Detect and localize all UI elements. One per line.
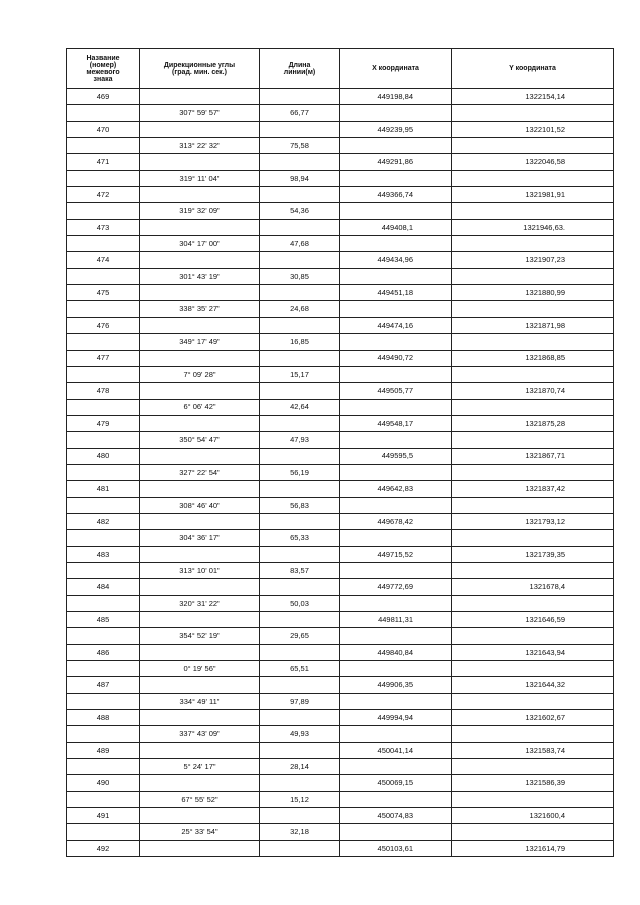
cell-y-coordinate (452, 530, 614, 546)
cell-y-coordinate (452, 726, 614, 742)
cell-line-length: 66,77 (260, 105, 340, 121)
cell-y-coordinate (452, 399, 614, 415)
cell-x-coordinate: 449451,18 (340, 285, 452, 301)
segment-row (67, 595, 614, 611)
cell-x-coordinate: 449715,52 (340, 546, 452, 562)
cell-x-coordinate: 449906,35 (340, 677, 452, 693)
cell-x-coordinate (340, 170, 452, 186)
cell-y-coordinate (452, 105, 614, 121)
header-name: Название (номер) межевого знака (67, 49, 140, 89)
cell-point-number: 481 (67, 481, 140, 497)
cell-line-length: 28,14 (260, 759, 340, 775)
segment-row (67, 399, 614, 415)
cell-line-length (260, 383, 340, 399)
cell-line-length: 50,03 (260, 595, 340, 611)
cell-direction-angle (140, 154, 260, 170)
cell-line-length: 97,89 (260, 693, 340, 709)
cell-point-number (67, 661, 140, 677)
segment-row (67, 301, 614, 317)
cell-y-coordinate: 1321870,74 (452, 383, 614, 399)
cell-y-coordinate (452, 562, 614, 578)
cell-y-coordinate: 1321867,71 (452, 448, 614, 464)
cell-line-length (260, 677, 340, 693)
cell-y-coordinate: 1321875,28 (452, 415, 614, 431)
cell-line-length: 15,12 (260, 791, 340, 807)
cell-line-length (260, 710, 340, 726)
cell-direction-angle (140, 317, 260, 333)
cell-direction-angle (140, 448, 260, 464)
cell-point-number: 479 (67, 415, 140, 431)
cell-point-number: 485 (67, 612, 140, 628)
cell-point-number (67, 105, 140, 121)
cell-line-length (260, 579, 340, 595)
cell-x-coordinate (340, 562, 452, 578)
cell-direction-angle: 313° 22' 32" (140, 138, 260, 154)
point-row (67, 710, 614, 726)
cell-x-coordinate: 449811,31 (340, 612, 452, 628)
cell-direction-angle (140, 415, 260, 431)
point-row (67, 677, 614, 693)
cell-line-length: 42,64 (260, 399, 340, 415)
cell-point-number (67, 236, 140, 252)
cell-direction-angle (140, 808, 260, 824)
cell-x-coordinate: 450069,15 (340, 775, 452, 791)
header-length: Длина линии(м) (260, 49, 340, 89)
cell-point-number (67, 726, 140, 742)
cell-y-coordinate (452, 628, 614, 644)
coordinates-table (66, 48, 614, 857)
cell-y-coordinate: 1321871,98 (452, 317, 614, 333)
cell-line-length (260, 415, 340, 431)
cell-line-length: 75,58 (260, 138, 340, 154)
cell-point-number (67, 268, 140, 284)
cell-direction-angle (140, 121, 260, 137)
cell-y-coordinate (452, 138, 614, 154)
cell-y-coordinate (452, 334, 614, 350)
cell-direction-angle (140, 252, 260, 268)
cell-x-coordinate (340, 791, 452, 807)
cell-x-coordinate (340, 628, 452, 644)
cell-direction-angle: 25° 33' 54" (140, 824, 260, 840)
cell-line-length (260, 89, 340, 105)
cell-y-coordinate (452, 203, 614, 219)
cell-y-coordinate: 1321739,35 (452, 546, 614, 562)
cell-point-number: 482 (67, 513, 140, 529)
cell-x-coordinate: 449994,94 (340, 710, 452, 726)
cell-y-coordinate: 1321678,4 (452, 579, 614, 595)
cell-point-number (67, 301, 140, 317)
cell-direction-angle: 301° 43' 19" (140, 268, 260, 284)
cell-direction-angle: 308° 46' 40" (140, 497, 260, 513)
cell-direction-angle: 320° 31' 22" (140, 595, 260, 611)
cell-point-number (67, 530, 140, 546)
cell-direction-angle (140, 383, 260, 399)
cell-line-length: 15,17 (260, 366, 340, 382)
cell-y-coordinate: 1322154,14 (452, 89, 614, 105)
cell-y-coordinate (452, 464, 614, 480)
cell-line-length: 49,93 (260, 726, 340, 742)
cell-line-length: 29,65 (260, 628, 340, 644)
cell-y-coordinate: 1321907,23 (452, 252, 614, 268)
cell-point-number: 480 (67, 448, 140, 464)
cell-line-length (260, 742, 340, 758)
cell-x-coordinate (340, 824, 452, 840)
segment-row (67, 334, 614, 350)
cell-y-coordinate (452, 432, 614, 448)
cell-y-coordinate (452, 824, 614, 840)
cell-x-coordinate: 450103,61 (340, 840, 452, 856)
cell-line-length: 47,93 (260, 432, 340, 448)
cell-x-coordinate: 449595,5 (340, 448, 452, 464)
cell-line-length: 65,33 (260, 530, 340, 546)
cell-point-number (67, 759, 140, 775)
cell-line-length (260, 187, 340, 203)
cell-direction-angle (140, 187, 260, 203)
cell-line-length: 83,57 (260, 562, 340, 578)
cell-direction-angle (140, 775, 260, 791)
segment-row (67, 693, 614, 709)
cell-x-coordinate (340, 138, 452, 154)
cell-point-number: 471 (67, 154, 140, 170)
cell-point-number (67, 791, 140, 807)
cell-y-coordinate (452, 301, 614, 317)
cell-direction-angle (140, 546, 260, 562)
cell-line-length: 30,85 (260, 268, 340, 284)
segment-row (67, 105, 614, 121)
cell-line-length: 24,68 (260, 301, 340, 317)
table-header-row (67, 49, 614, 89)
point-row (67, 579, 614, 595)
cell-y-coordinate: 1322101,52 (452, 121, 614, 137)
cell-point-number: 489 (67, 742, 140, 758)
cell-y-coordinate (452, 595, 614, 611)
point-row (67, 383, 614, 399)
cell-x-coordinate: 449239,95 (340, 121, 452, 137)
cell-direction-angle: 5° 24' 17" (140, 759, 260, 775)
cell-line-length (260, 219, 340, 235)
cell-x-coordinate (340, 432, 452, 448)
cell-line-length (260, 644, 340, 660)
cell-x-coordinate: 449291,86 (340, 154, 452, 170)
cell-line-length (260, 252, 340, 268)
cell-y-coordinate (452, 759, 614, 775)
cell-line-length (260, 154, 340, 170)
cell-x-coordinate (340, 497, 452, 513)
point-row (67, 513, 614, 529)
cell-y-coordinate: 1321643,94 (452, 644, 614, 660)
cell-y-coordinate: 1321583,74 (452, 742, 614, 758)
cell-direction-angle (140, 350, 260, 366)
cell-y-coordinate: 1321600,4 (452, 808, 614, 824)
point-row (67, 350, 614, 366)
cell-line-length (260, 285, 340, 301)
cell-point-number (67, 497, 140, 513)
cell-x-coordinate: 449642,83 (340, 481, 452, 497)
cell-line-length (260, 612, 340, 628)
cell-x-coordinate: 449772,69 (340, 579, 452, 595)
header-x: X координата (340, 49, 452, 89)
segment-row (67, 170, 614, 186)
cell-x-coordinate: 449840,84 (340, 644, 452, 660)
cell-y-coordinate: 1321586,39 (452, 775, 614, 791)
cell-direction-angle (140, 579, 260, 595)
point-row (67, 121, 614, 137)
point-row (67, 285, 614, 301)
cell-point-number (67, 595, 140, 611)
cell-x-coordinate: 449505,77 (340, 383, 452, 399)
cell-x-coordinate (340, 366, 452, 382)
cell-x-coordinate: 449366,74 (340, 187, 452, 203)
cell-point-number: 476 (67, 317, 140, 333)
point-row (67, 612, 614, 628)
cell-line-length (260, 350, 340, 366)
cell-x-coordinate: 449434,96 (340, 252, 452, 268)
cell-line-length (260, 448, 340, 464)
cell-x-coordinate (340, 334, 452, 350)
table-body (67, 89, 614, 857)
cell-y-coordinate: 1321880,99 (452, 285, 614, 301)
cell-y-coordinate (452, 366, 614, 382)
segment-row (67, 791, 614, 807)
point-row (67, 317, 614, 333)
cell-y-coordinate (452, 693, 614, 709)
segment-row (67, 530, 614, 546)
cell-point-number (67, 170, 140, 186)
cell-point-number (67, 203, 140, 219)
cell-direction-angle (140, 513, 260, 529)
cell-point-number (67, 334, 140, 350)
cell-x-coordinate (340, 236, 452, 252)
cell-x-coordinate: 449678,42 (340, 513, 452, 529)
cell-line-length: 56,83 (260, 497, 340, 513)
cell-line-length: 47,68 (260, 236, 340, 252)
cell-y-coordinate: 1321602,67 (452, 710, 614, 726)
cell-y-coordinate (452, 268, 614, 284)
cell-direction-angle: 304° 17' 00" (140, 236, 260, 252)
cell-direction-angle (140, 710, 260, 726)
cell-point-number: 488 (67, 710, 140, 726)
cell-y-coordinate (452, 236, 614, 252)
cell-x-coordinate: 449408,1 (340, 219, 452, 235)
segment-row (67, 464, 614, 480)
segment-row (67, 366, 614, 382)
cell-point-number: 490 (67, 775, 140, 791)
point-row (67, 742, 614, 758)
cell-x-coordinate (340, 301, 452, 317)
cell-direction-angle: 327° 22' 54" (140, 464, 260, 480)
cell-point-number (67, 628, 140, 644)
cell-x-coordinate: 449474,16 (340, 317, 452, 333)
cell-line-length (260, 808, 340, 824)
cell-point-number: 492 (67, 840, 140, 856)
cell-x-coordinate: 449198,84 (340, 89, 452, 105)
point-row (67, 154, 614, 170)
cell-point-number: 475 (67, 285, 140, 301)
segment-row (67, 236, 614, 252)
header-angle: Дирекционные углы (град. мин. сек.) (140, 49, 260, 89)
cell-direction-angle: 349° 17' 49" (140, 334, 260, 350)
point-row (67, 808, 614, 824)
cell-x-coordinate (340, 464, 452, 480)
cell-point-number (67, 138, 140, 154)
cell-line-length (260, 513, 340, 529)
cell-point-number: 478 (67, 383, 140, 399)
cell-y-coordinate: 1321946,63. (452, 219, 614, 235)
cell-x-coordinate (340, 759, 452, 775)
cell-y-coordinate: 1321614,79 (452, 840, 614, 856)
cell-point-number (67, 693, 140, 709)
cell-line-length: 56,19 (260, 464, 340, 480)
cell-y-coordinate (452, 791, 614, 807)
segment-row (67, 726, 614, 742)
cell-line-length: 54,36 (260, 203, 340, 219)
cell-direction-angle: 334° 49' 11" (140, 693, 260, 709)
cell-direction-angle: 307° 59' 57" (140, 105, 260, 121)
point-row (67, 644, 614, 660)
cell-direction-angle: 313° 10' 01" (140, 562, 260, 578)
point-row (67, 89, 614, 105)
cell-x-coordinate (340, 693, 452, 709)
cell-y-coordinate (452, 497, 614, 513)
cell-x-coordinate (340, 595, 452, 611)
cell-point-number: 474 (67, 252, 140, 268)
cell-direction-angle (140, 840, 260, 856)
cell-x-coordinate (340, 399, 452, 415)
cell-line-length (260, 481, 340, 497)
cell-y-coordinate: 1321793,12 (452, 513, 614, 529)
cell-y-coordinate: 1321644,32 (452, 677, 614, 693)
segment-row (67, 432, 614, 448)
cell-direction-angle: 67° 55' 52" (140, 791, 260, 807)
cell-line-length (260, 317, 340, 333)
cell-line-length: 98,94 (260, 170, 340, 186)
cell-direction-angle (140, 644, 260, 660)
cell-x-coordinate: 449490,72 (340, 350, 452, 366)
cell-point-number (67, 366, 140, 382)
cell-point-number: 472 (67, 187, 140, 203)
segment-row (67, 628, 614, 644)
point-row (67, 252, 614, 268)
segment-row (67, 268, 614, 284)
cell-direction-angle (140, 677, 260, 693)
point-row (67, 219, 614, 235)
cell-point-number: 477 (67, 350, 140, 366)
cell-direction-angle: 7° 09' 28" (140, 366, 260, 382)
segment-row (67, 497, 614, 513)
cell-direction-angle (140, 742, 260, 758)
cell-x-coordinate: 450074,83 (340, 808, 452, 824)
cell-x-coordinate (340, 530, 452, 546)
cell-line-length: 65,51 (260, 661, 340, 677)
cell-y-coordinate: 1321981,91 (452, 187, 614, 203)
cell-point-number: 483 (67, 546, 140, 562)
cell-line-length (260, 121, 340, 137)
cell-y-coordinate: 1321868,85 (452, 350, 614, 366)
cell-point-number (67, 399, 140, 415)
cell-x-coordinate (340, 726, 452, 742)
cell-point-number (67, 464, 140, 480)
cell-direction-angle: 319° 11' 04" (140, 170, 260, 186)
cell-point-number: 491 (67, 808, 140, 824)
cell-y-coordinate (452, 661, 614, 677)
cell-direction-angle: 304° 36' 17" (140, 530, 260, 546)
cell-x-coordinate (340, 661, 452, 677)
cell-x-coordinate: 449548,17 (340, 415, 452, 431)
point-row (67, 840, 614, 856)
cell-direction-angle: 6° 06' 42" (140, 399, 260, 415)
cell-direction-angle: 354° 52' 19" (140, 628, 260, 644)
point-row (67, 187, 614, 203)
cell-line-length (260, 546, 340, 562)
cell-x-coordinate (340, 268, 452, 284)
cell-y-coordinate: 1321837,42 (452, 481, 614, 497)
cell-point-number: 470 (67, 121, 140, 137)
segment-row (67, 661, 614, 677)
cell-line-length (260, 840, 340, 856)
cell-y-coordinate: 1322046,58 (452, 154, 614, 170)
point-row (67, 448, 614, 464)
cell-point-number (67, 432, 140, 448)
cell-direction-angle (140, 285, 260, 301)
cell-point-number: 469 (67, 89, 140, 105)
cell-point-number: 487 (67, 677, 140, 693)
cell-line-length: 32,18 (260, 824, 340, 840)
cell-direction-angle (140, 89, 260, 105)
cell-y-coordinate (452, 170, 614, 186)
point-row (67, 775, 614, 791)
cell-direction-angle (140, 612, 260, 628)
header-y: Y координата (452, 49, 614, 89)
cell-point-number: 486 (67, 644, 140, 660)
cell-direction-angle: 350° 54' 47" (140, 432, 260, 448)
segment-row (67, 138, 614, 154)
segment-row (67, 759, 614, 775)
coordinates-sheet (66, 48, 613, 857)
cell-point-number: 484 (67, 579, 140, 595)
point-row (67, 481, 614, 497)
cell-point-number: 473 (67, 219, 140, 235)
cell-direction-angle: 337° 43' 09" (140, 726, 260, 742)
cell-direction-angle: 338° 35' 27" (140, 301, 260, 317)
cell-line-length: 16,85 (260, 334, 340, 350)
point-row (67, 415, 614, 431)
segment-row (67, 203, 614, 219)
segment-row (67, 824, 614, 840)
cell-y-coordinate: 1321646,59 (452, 612, 614, 628)
cell-point-number (67, 824, 140, 840)
cell-point-number (67, 562, 140, 578)
segment-row (67, 562, 614, 578)
cell-direction-angle: 319° 32' 09" (140, 203, 260, 219)
cell-x-coordinate (340, 105, 452, 121)
cell-direction-angle (140, 481, 260, 497)
cell-direction-angle: 0° 19' 56" (140, 661, 260, 677)
cell-x-coordinate (340, 203, 452, 219)
cell-x-coordinate: 450041,14 (340, 742, 452, 758)
cell-direction-angle (140, 219, 260, 235)
point-row (67, 546, 614, 562)
cell-line-length (260, 775, 340, 791)
